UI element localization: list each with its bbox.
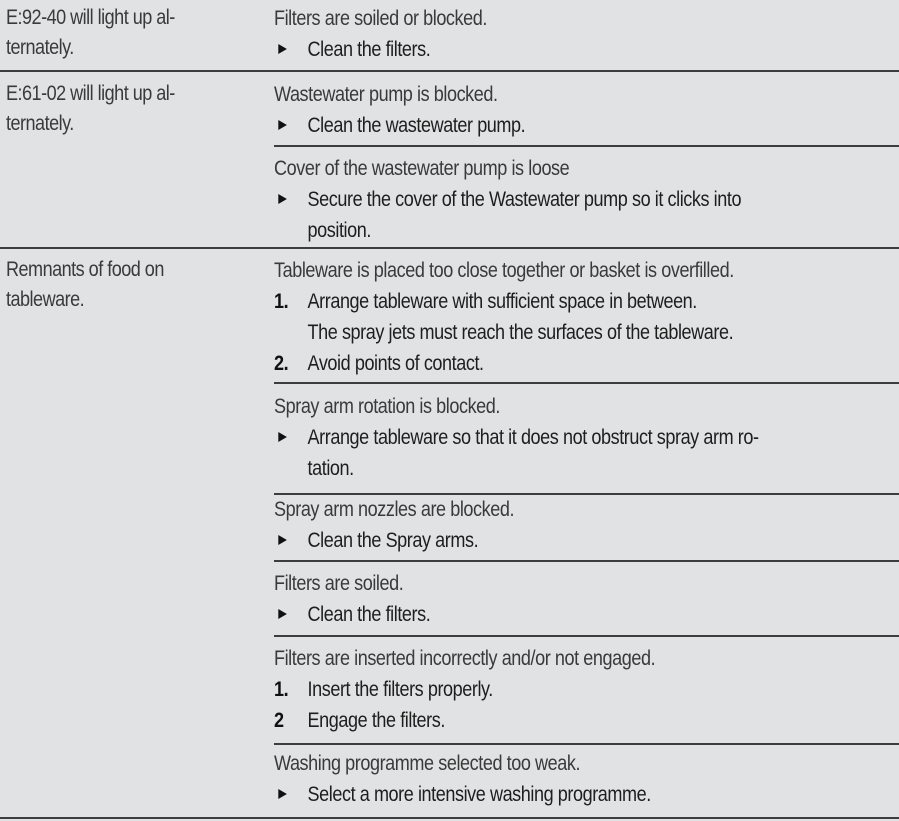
action-step: Clean the wastewater pump. [274, 110, 812, 141]
step-number: 1. [274, 678, 289, 701]
numbered-step: 1. Arrange tableware with sufficient space in between. [274, 286, 812, 317]
triangle-right-icon [278, 609, 287, 619]
cause-text: Washing programme selected too weak. [274, 752, 581, 775]
cause-block [274, 79, 899, 141]
cause-divider [274, 635, 899, 637]
cause-text: Cover of the wastewater pump is loose [274, 157, 570, 180]
action-step: Clean the filters. [274, 599, 812, 630]
action-step: Secure the cover of the Wastewater pump so it clicks into [274, 184, 812, 215]
step-number: 2. [274, 352, 289, 375]
step-number: 1. [274, 290, 289, 313]
fault-line: E:61-02 will light up al- [6, 82, 175, 105]
numbered-step-continued: The spray jets must reach the surfaces of the tableware. [307, 321, 734, 344]
cause-text: Filters are inserted incorrectly and/or not engaged. [274, 647, 656, 670]
triangle-right-icon [278, 789, 287, 799]
cause-divider [274, 382, 899, 384]
cause-block [274, 153, 899, 246]
cause-divider [274, 560, 899, 562]
numbered-step: 2 Engage the filters. [274, 705, 812, 736]
cause-divider [274, 145, 899, 147]
triangle-right-icon [278, 432, 287, 442]
cause-block [274, 494, 899, 556]
action-step: Select a more intensive washing programme. [274, 779, 812, 810]
cause-block [274, 391, 899, 484]
triangle-right-icon [278, 44, 287, 54]
action-step: Arrange tableware so that it does not obstruct spray arm ro- [274, 422, 812, 453]
cause-block [274, 568, 899, 630]
cause-block [274, 255, 899, 379]
table-bottom-rule [0, 817, 899, 819]
fault-cell-e61-02 [6, 79, 221, 139]
fault-line: ternately. [6, 112, 74, 135]
fault-cell-remnants [6, 255, 221, 315]
action-step: Clean the filters. [274, 34, 812, 65]
fault-line: tableware. [6, 288, 85, 311]
cause-divider [274, 743, 899, 745]
action-step-continued: position. [307, 219, 371, 242]
numbered-step: 2. Avoid points of contact. [274, 348, 812, 379]
fault-line: E:92-40 will light up al- [6, 6, 175, 29]
step-number: 2 [274, 709, 284, 732]
cause-text: Spray arm nozzles are blocked. [274, 498, 515, 521]
fault-line: Remnants of food on [6, 258, 164, 281]
triangle-right-icon [278, 194, 287, 204]
action-step-continued: tation. [307, 457, 354, 480]
fault-line: ternately. [6, 36, 74, 59]
cause-text: Filters are soiled or blocked. [274, 7, 487, 30]
numbered-step: 1. Insert the filters properly. [274, 674, 812, 705]
cause-block [274, 748, 899, 810]
cause-text: Filters are soiled. [274, 572, 404, 595]
action-step: Clean the Spray arms. [274, 525, 812, 556]
cause-block [274, 3, 899, 65]
fault-cell-e92-40 [6, 3, 221, 63]
triangle-right-icon [278, 535, 287, 545]
triangle-right-icon [278, 120, 287, 130]
cause-block [274, 643, 899, 736]
cause-text: Tableware is placed too close together or basket is overfilled. [274, 259, 734, 282]
cause-text: Wastewater pump is blocked. [274, 83, 498, 106]
row-divider [0, 247, 899, 249]
row-divider [0, 70, 899, 72]
cause-text: Spray arm rotation is blocked. [274, 395, 501, 418]
